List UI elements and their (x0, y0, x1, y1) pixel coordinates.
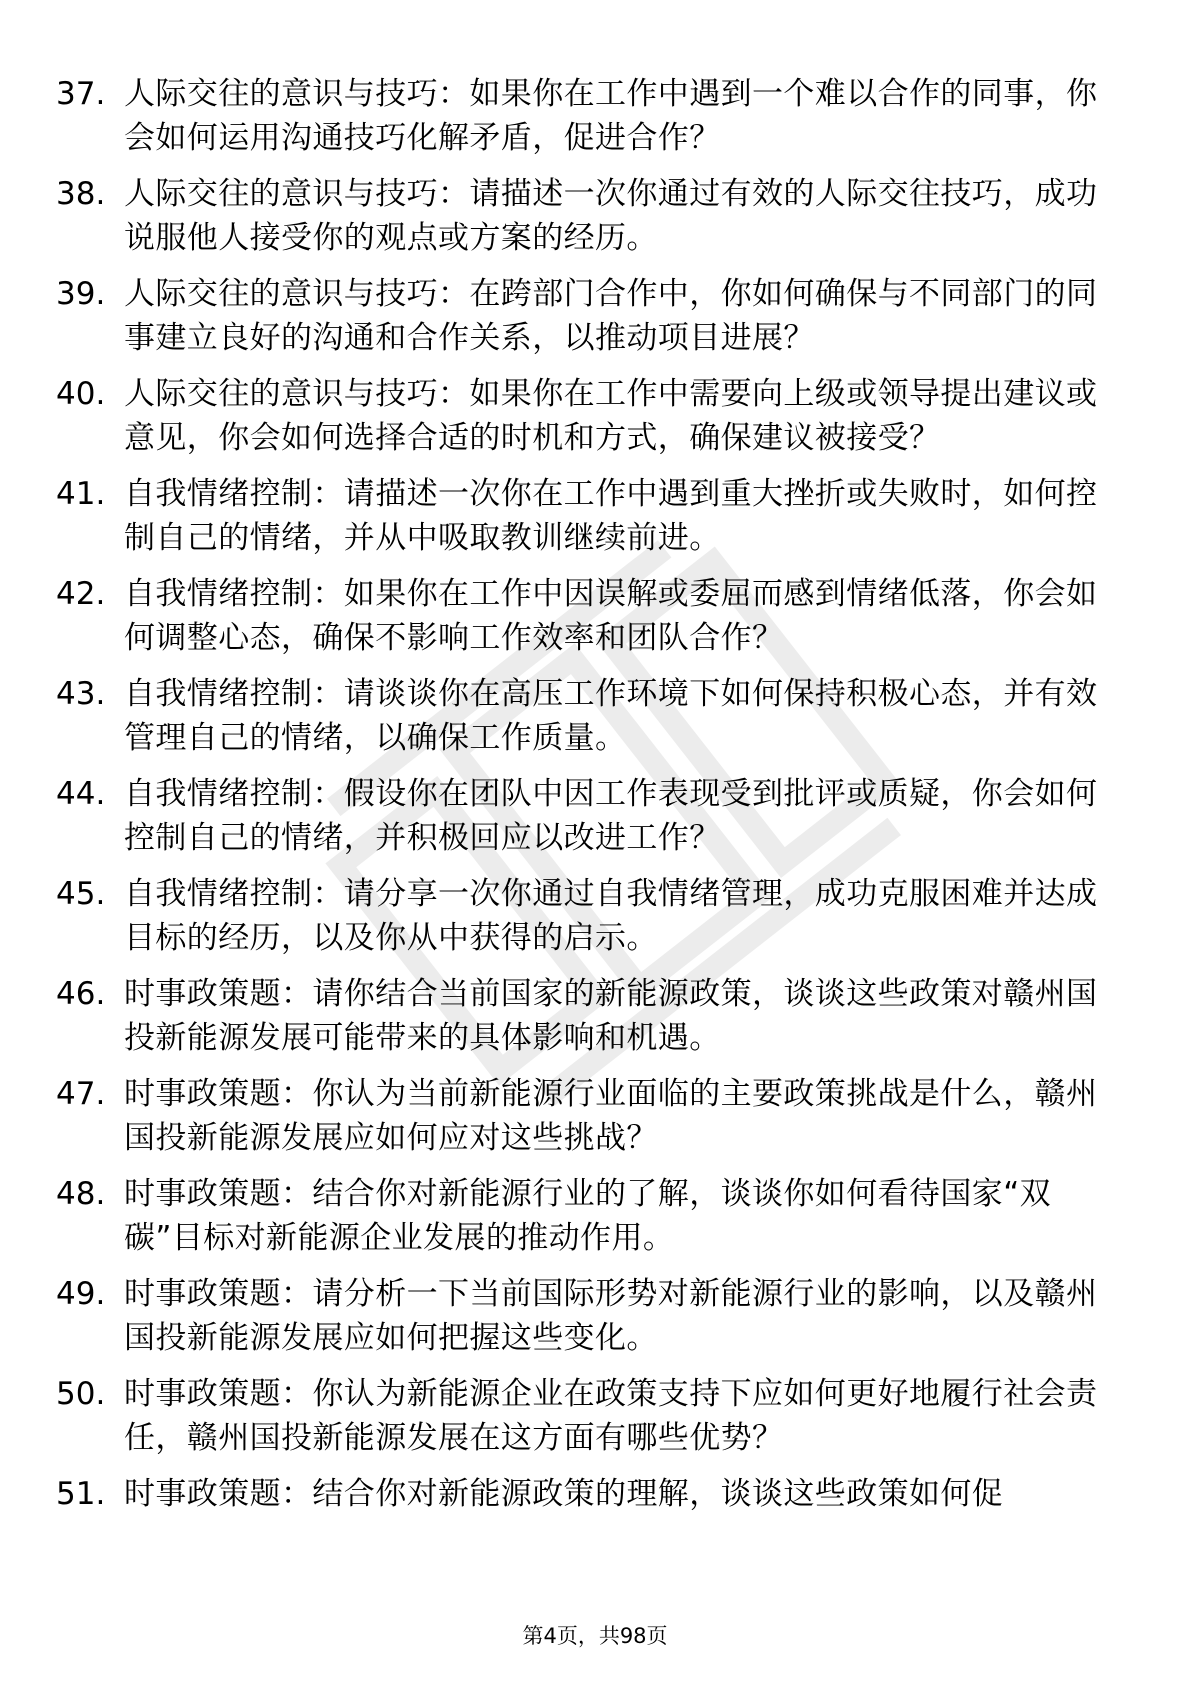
question-number: 38. (56, 176, 106, 212)
question-item (56, 672, 1116, 760)
question-item (56, 472, 1116, 560)
question-text: 时事政策题：请分析一下当前国际形势对新能源行业的影响，以及赣州国投新能源发展应如何把握这些变化。 (124, 1276, 1098, 1356)
question-list (56, 72, 1116, 1528)
question-number: 49. (56, 1276, 106, 1312)
question-text: 人际交往的意识与技巧：如果你在工作中遇到一个难以合作的同事，你会如何运用沟通技巧化解矛盾，促进合作？ (124, 76, 1098, 156)
question-number: 40. (56, 376, 106, 412)
question-text: 自我情绪控制：假设你在团队中因工作表现受到批评或质疑，你会如何控制自己的情绪，并积极回应以改进工作？ (124, 776, 1098, 856)
question-item (56, 72, 1116, 160)
question-number: 51. (56, 1476, 106, 1512)
question-item (56, 1072, 1116, 1160)
question-text: 时事政策题：你认为新能源企业在政策支持下应如何更好地履行社会责任，赣州国投新能源发展在这方面有哪些优势？ (124, 1376, 1098, 1456)
question-item (56, 1272, 1116, 1360)
question-number: 46. (56, 976, 106, 1012)
question-number: 39. (56, 276, 106, 312)
question-number: 48. (56, 1176, 106, 1212)
question-text: 自我情绪控制：请谈谈你在高压工作环境下如何保持积极心态，并有效管理自己的情绪，以确保工作质量。 (124, 676, 1098, 756)
question-item (56, 972, 1116, 1060)
question-text: 人际交往的意识与技巧：请描述一次你通过有效的人际交往技巧，成功说服他人接受你的观点或方案的经历。 (124, 176, 1098, 256)
question-text: 自我情绪控制：请描述一次你在工作中遇到重大挫折或失败时，如何控制自己的情绪，并从中吸取教训继续前进。 (124, 476, 1098, 556)
question-text: 时事政策题：结合你对新能源政策的理解，谈谈这些政策如何促 (124, 1476, 1004, 1512)
question-text: 自我情绪控制：请分享一次你通过自我情绪管理，成功克服困难并达成目标的经历，以及你从中获得的启示。 (124, 876, 1098, 956)
question-number: 45. (56, 876, 106, 912)
question-text: 人际交往的意识与技巧：如果你在工作中需要向上级或领导提出建议或意见，你会如何选择合适的时机和方式，确保建议被接受？ (124, 376, 1098, 456)
question-item (56, 572, 1116, 660)
question-number: 37. (56, 76, 106, 112)
question-number: 47. (56, 1076, 106, 1112)
question-text: 人际交往的意识与技巧：在跨部门合作中，你如何确保与不同部门的同事建立良好的沟通和合作关系，以推动项目进展？ (124, 276, 1098, 356)
question-item (56, 1372, 1116, 1460)
question-text: 自我情绪控制：如果你在工作中因误解或委屈而感到情绪低落，你会如何调整心态，确保不影响工作效率和团队合作？ (124, 576, 1098, 656)
question-number: 43. (56, 676, 106, 712)
question-number: 50. (56, 1376, 106, 1412)
question-item (56, 872, 1116, 960)
question-text: 时事政策题：你认为当前新能源行业面临的主要政策挑战是什么，赣州国投新能源发展应如何应对这些挑战？ (124, 1076, 1098, 1156)
question-item (56, 1172, 1116, 1260)
question-item (56, 772, 1116, 860)
question-item (56, 172, 1116, 260)
question-text: 时事政策题：请你结合当前国家的新能源政策，谈谈这些政策对赣州国投新能源发展可能带来的具体影响和机遇。 (124, 976, 1098, 1056)
question-item (56, 372, 1116, 460)
page-footer: 第4页，共98页 (522, 1624, 668, 1648)
question-number: 41. (56, 476, 106, 512)
question-number: 44. (56, 776, 106, 812)
question-item (56, 272, 1116, 360)
question-item (56, 1472, 1116, 1516)
question-text: 时事政策题：结合你对新能源行业的了解，谈谈你如何看待国家“双碳”目标对新能源企业发展的推动作用。 (124, 1176, 1052, 1256)
question-number: 42. (56, 576, 106, 612)
